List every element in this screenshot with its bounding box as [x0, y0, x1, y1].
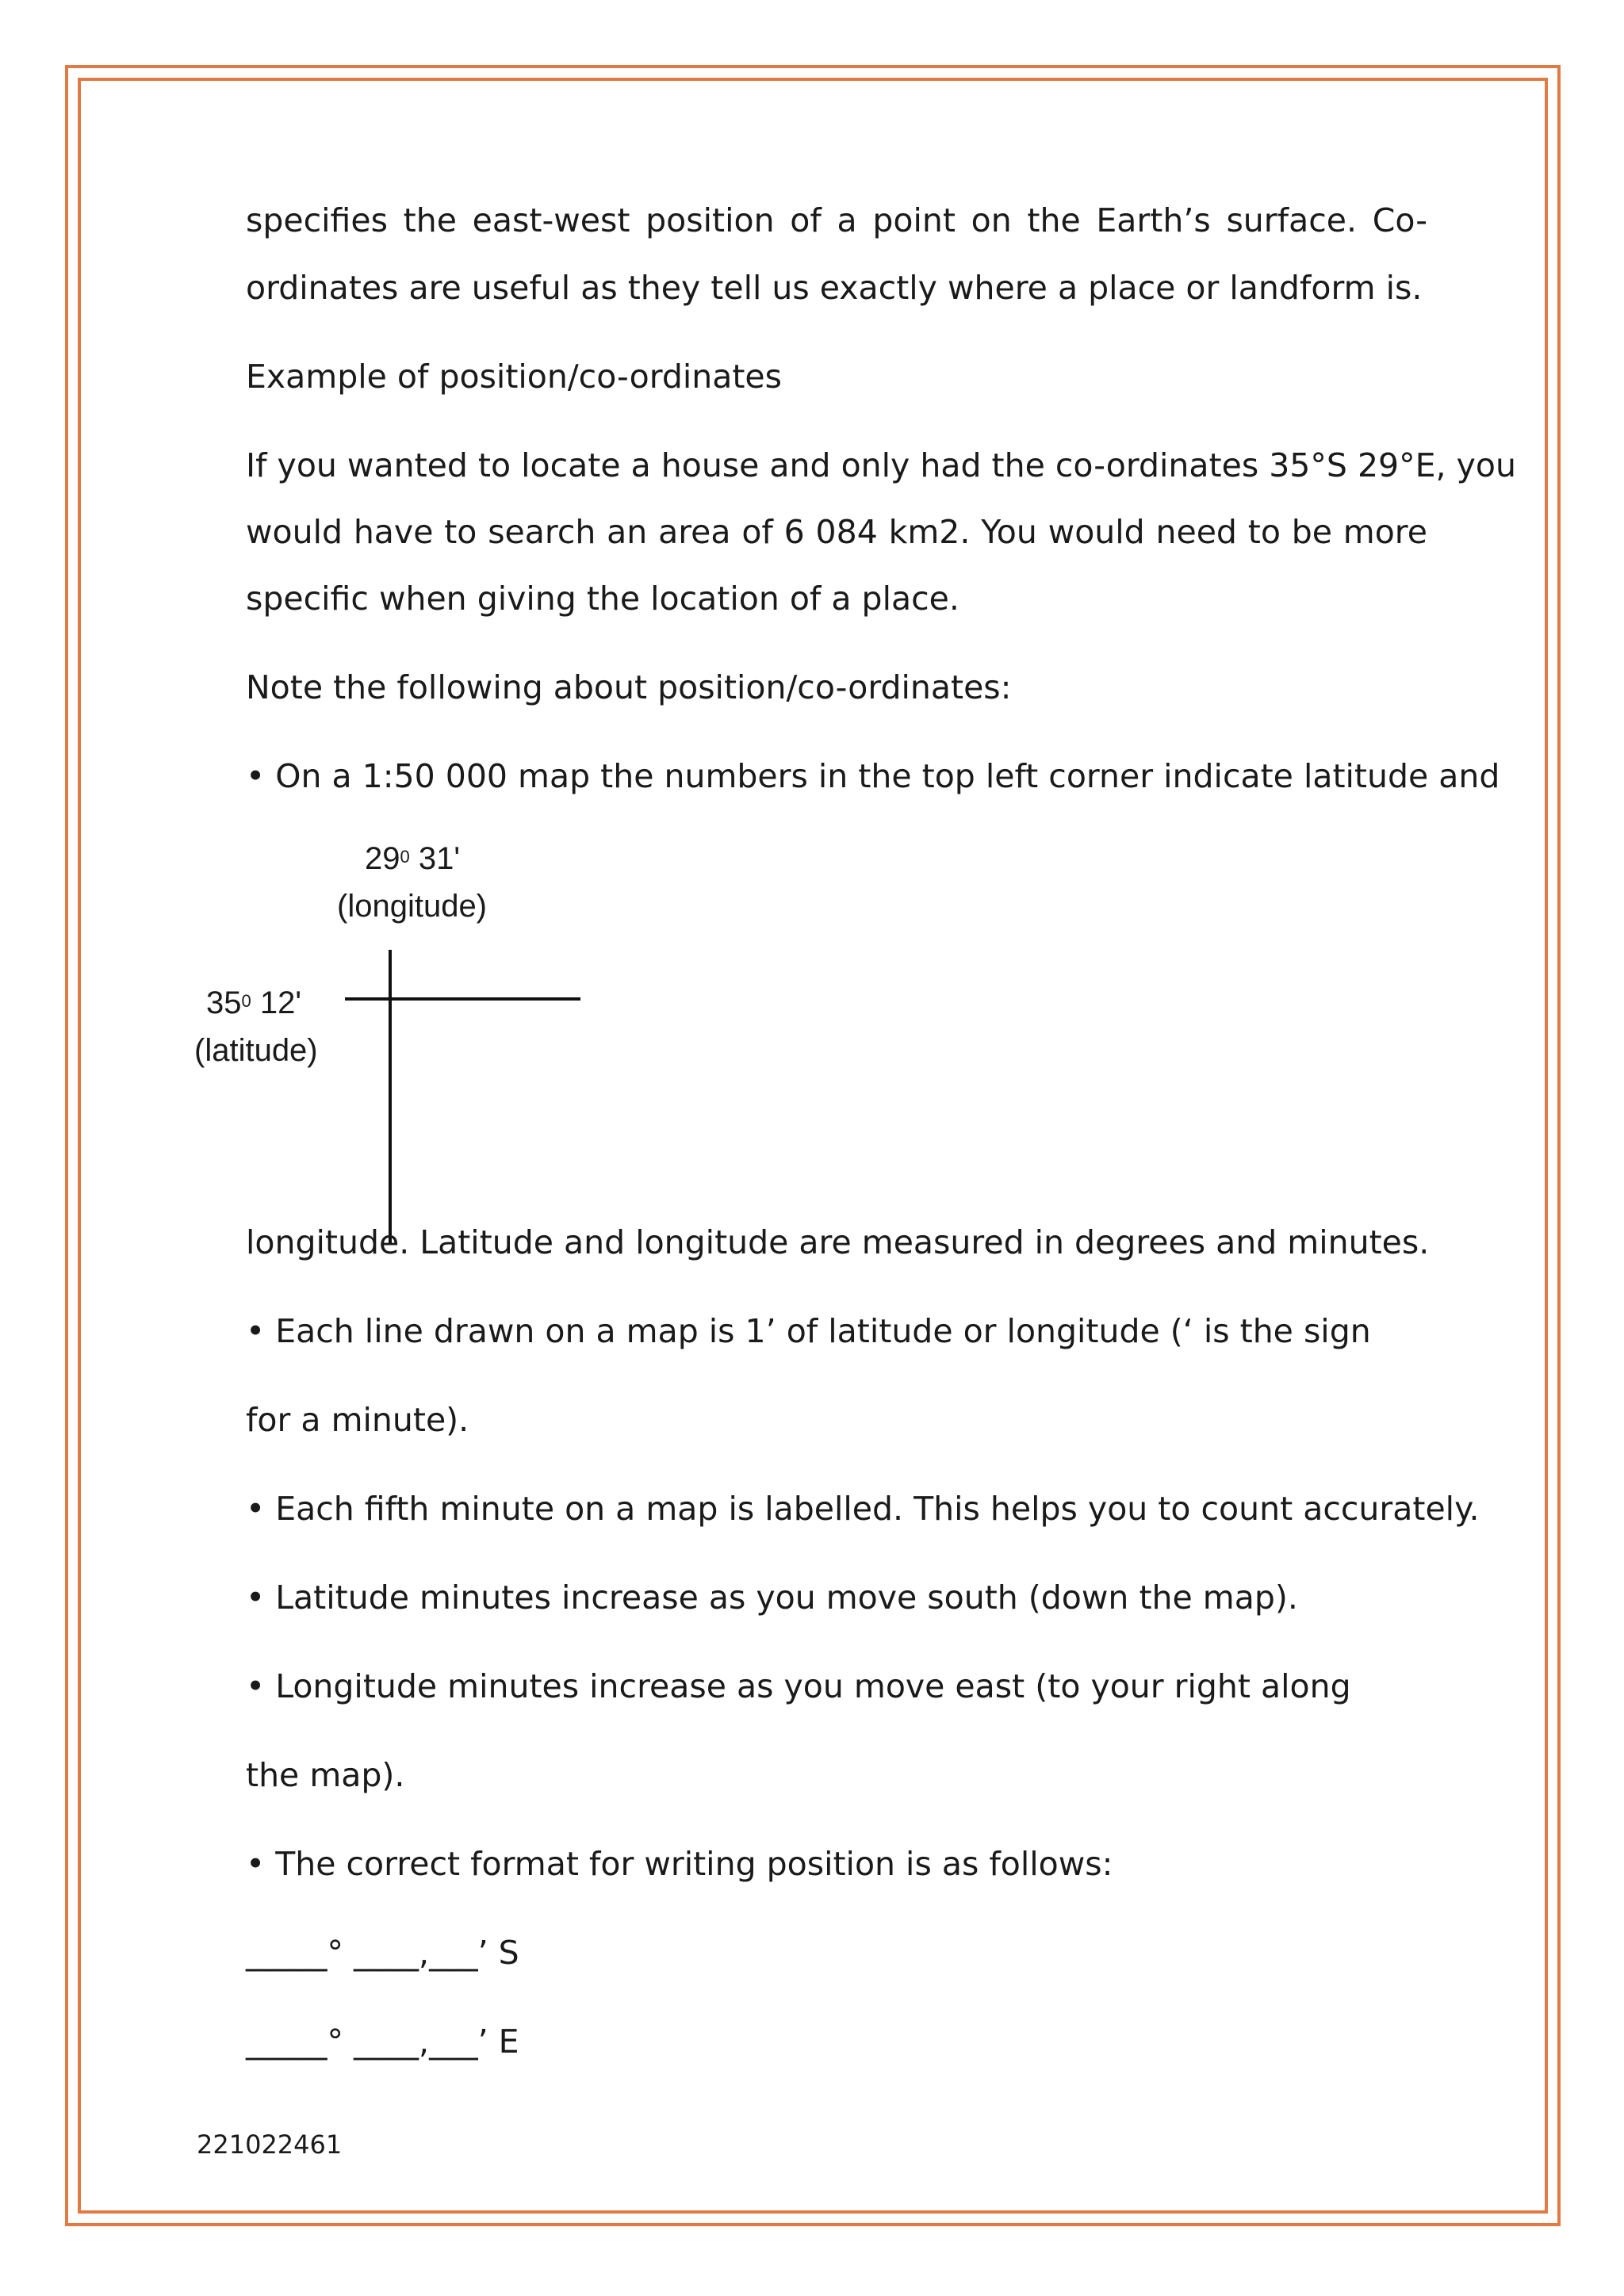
note-heading: Note the following about position/co-ordinates: — [246, 668, 1012, 706]
paragraph-1-line-2: ordinates are useful as they tell us exactly where a place or landform is. — [246, 269, 1423, 307]
format-line-south: _____° ____,___’ S — [246, 1934, 519, 1972]
paragraph-1-line-1: specifies the east-west position of a point on the Earth’s surface. Co- — [246, 201, 1427, 239]
longitude-value — [365, 840, 460, 877]
bullet-6: • The correct format for writing position is as follows: — [246, 1845, 1113, 1883]
latitude-minutes: 12' — [251, 985, 301, 1020]
latitude-label: (latitude) — [194, 1033, 318, 1068]
latitude-line — [345, 997, 580, 1001]
coordinates-figure — [190, 832, 603, 1213]
bullet-5-line-2: the map). — [246, 1756, 405, 1794]
bullet-1-line-1: • On a 1:50 000 map the numbers in the top left corner indicate latitude and — [246, 757, 1500, 795]
longitude-degree-sign: 0 — [400, 847, 410, 867]
format-line-east: _____° ____,___’ E — [246, 2022, 519, 2061]
bullet-2-line-1: • Each line drawn on a map is 1’ of latitude or longitude (‘ is the sign — [246, 1312, 1371, 1350]
bullet-5-line-1: • Longitude minutes increase as you move east (to your right along — [246, 1667, 1351, 1705]
bullet-3: • Each fifth minute on a map is labelled. This helps you to count accurately. — [246, 1490, 1480, 1528]
paragraph-2-line-3: specific when giving the location of a place. — [246, 580, 959, 618]
paragraph-2-line-2: would have to search an area of 6 084 km2. You would need to be more — [246, 513, 1427, 551]
paragraph-2-line-1: If you wanted to locate a house and only had the co-ordinates 35°S 29°E, you — [246, 446, 1516, 484]
latitude-value — [206, 985, 301, 1021]
longitude-minutes: 31' — [409, 841, 460, 876]
longitude-line — [389, 950, 392, 1245]
latitude-degrees: 35 — [206, 985, 242, 1020]
example-heading: Example of position/co-ordinates — [246, 358, 783, 396]
latitude-degree-sign: 0 — [241, 991, 251, 1011]
bullet-1-line-2: longitude. Latitude and longitude are measured in degrees and minutes. — [246, 1223, 1430, 1261]
footer-document-id: 221022461 — [197, 2130, 343, 2160]
longitude-label: (longitude) — [337, 889, 488, 924]
bullet-4: • Latitude minutes increase as you move south (down the map). — [246, 1578, 1298, 1617]
bullet-2-line-2: for a minute). — [246, 1401, 469, 1439]
longitude-degrees: 29 — [365, 841, 400, 876]
